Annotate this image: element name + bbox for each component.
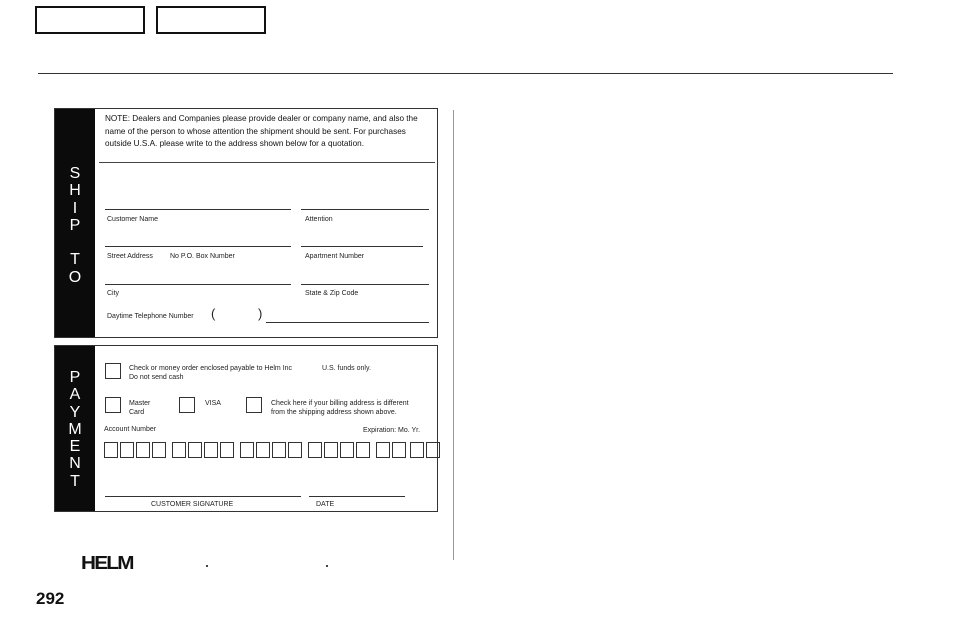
signature-field[interactable]	[105, 496, 301, 497]
daytime-phone-label: Daytime Telephone Number	[107, 313, 194, 320]
visa-label: VISA	[205, 400, 221, 407]
expiration-label: Expiration: Mo. Yr.	[363, 427, 421, 434]
apartment-number-label: Apartment Number	[305, 253, 365, 260]
column-divider	[453, 110, 454, 560]
mastercard-checkbox[interactable]	[105, 397, 121, 413]
mastercard-label-2: Card	[129, 409, 145, 416]
ship-to-section	[54, 108, 438, 338]
date-field[interactable]	[309, 496, 405, 497]
footer-dot-1	[206, 565, 208, 567]
account-number-label: Account Number	[104, 426, 157, 433]
check-money-order-label: Check or money order enclosed payable to Helm Inc	[129, 365, 293, 372]
billing-different-label-2: from the shipping address shown above.	[271, 409, 397, 416]
footer-dot-2	[326, 565, 328, 567]
no-po-box-label: No P.O. Box Number	[170, 253, 235, 260]
do-not-send-cash-label: Do not send cash	[129, 374, 184, 381]
customer-name-field[interactable]	[105, 209, 291, 210]
apartment-number-field[interactable]	[301, 246, 423, 247]
ship-to-band-label: S H I P T O	[68, 165, 82, 286]
signature-label: CUSTOMER SIGNATURE	[151, 501, 234, 508]
header-tab-2[interactable]	[156, 6, 266, 34]
attention-label: Attention	[305, 216, 333, 223]
daytime-phone-field[interactable]	[266, 322, 429, 323]
ship-to-band	[55, 109, 95, 337]
check-money-order-checkbox[interactable]	[105, 363, 121, 379]
mastercard-label-1: Master	[129, 400, 151, 407]
payment-band-label: P A Y M E N T	[68, 369, 82, 490]
phone-open-paren: (	[211, 306, 216, 321]
header-divider	[38, 73, 893, 74]
state-zip-field[interactable]	[301, 284, 429, 285]
payment-band	[55, 346, 95, 511]
city-label: City	[107, 290, 120, 297]
street-address-field[interactable]	[105, 246, 291, 247]
city-field[interactable]	[105, 284, 291, 285]
payment-section	[54, 345, 438, 512]
helm-logo: HELM	[81, 553, 133, 573]
page-number: 292	[36, 589, 65, 608]
phone-close-paren: )	[258, 306, 263, 321]
state-zip-label: State & Zip Code	[305, 290, 359, 297]
billing-different-checkbox[interactable]	[246, 397, 262, 413]
note-separator	[99, 162, 435, 163]
date-label: DATE	[316, 501, 335, 508]
street-address-label: Street Address	[107, 253, 153, 260]
ship-to-note: NOTE: Dealers and Companies please provide dealer or company name, and also the name of the person to whose attention the shipment should be sent. For purchases outside U.S.A. please write to the address shown below for a quotation.	[105, 114, 418, 148]
billing-different-label-1: Check here if your billing address is different	[271, 400, 409, 407]
customer-name-label: Customer Name	[107, 216, 158, 223]
visa-checkbox[interactable]	[179, 397, 195, 413]
header-tab-1[interactable]	[35, 6, 145, 34]
attention-field[interactable]	[301, 209, 429, 210]
us-funds-label: U.S. funds only.	[322, 365, 371, 372]
